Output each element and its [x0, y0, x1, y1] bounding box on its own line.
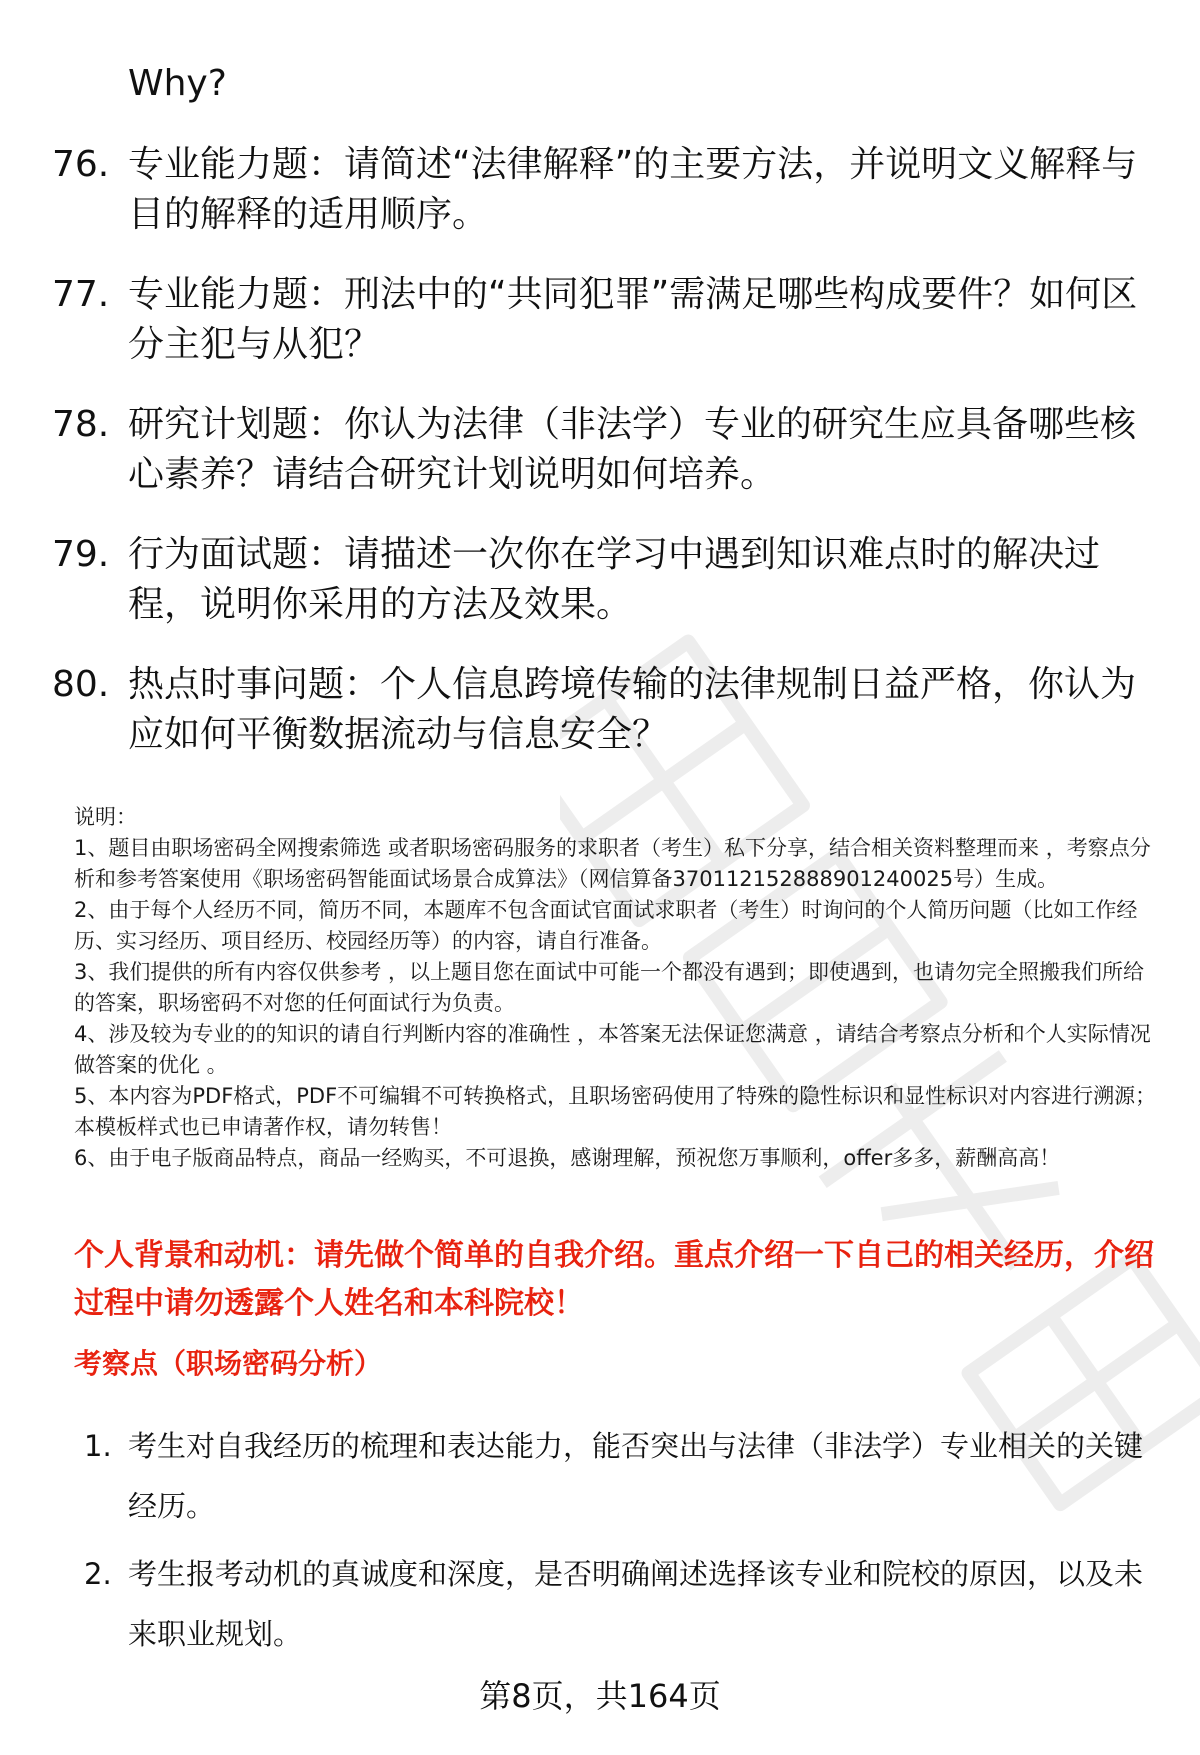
- question-number: 77.: [52, 274, 110, 315]
- question-item: [52, 530, 1152, 630]
- analysis-point: [84, 1416, 1144, 1536]
- note-item: 5、本内容为PDF格式，PDF不可编辑不可转换格式，且职场密码使用了特殊的隐性标识和显性标识对内容进行溯源；本模板样式也已申请著作权，请勿转售！: [74, 1084, 1157, 1139]
- question-number: 80.: [52, 664, 110, 705]
- analysis-point: [84, 1544, 1144, 1664]
- note-item: 2、由于每个人经历不同，简历不同，本题库不包含面试官面试求职者（考生）时询问的个人简历问题（比如工作经历、实习经历、项目经历、校园经历等）的内容，请自行准备。: [74, 898, 1138, 953]
- point-number: 1.: [84, 1429, 112, 1463]
- question-text: 研究计划题：你认为法律（非法学）专业的研究生应具备哪些核心素养？请结合研究计划说明如何培养。: [128, 404, 1137, 495]
- point-text: 考生报考动机的真诚度和深度，是否明确阐述选择该专业和院校的原因，以及未来职业规划。: [128, 1557, 1144, 1651]
- notes-title: 说明：: [74, 805, 137, 829]
- question-item: [52, 270, 1152, 370]
- question-number: 76.: [52, 144, 110, 185]
- point-number: 2.: [84, 1557, 112, 1591]
- question-text: 专业能力题：请简述“法律解释”的主要方法，并说明文义解释与目的解释的适用顺序。: [128, 144, 1138, 235]
- question-text: 行为面试题：请描述一次你在学习中遇到知识难点时的解决过程，说明你采用的方法及效果。: [128, 534, 1101, 625]
- note-item: 4、涉及较为专业的的知识的请自行判断内容的准确性 ，本答案无法保证您满意 ，请结合考察点分析和个人实际情况做答案的优化 。: [74, 1022, 1151, 1077]
- note-item: 1、题目由职场密码全网搜索筛选 或者职场密码服务的求职者（考生）私下分享，结合相关资料整理而来 ，考察点分析和参考答案使用《职场密码智能面试场景合成算法》（网信算备370112152888901240025号）生成。: [74, 836, 1151, 891]
- question-continuation: Why?: [128, 63, 227, 104]
- question-item: [52, 140, 1152, 240]
- analysis-point-list: [84, 1416, 1144, 1672]
- question-number: 78.: [52, 404, 110, 445]
- note-item: 6、由于电子版商品特点，商品一经购买，不可退换，感谢理解，预祝您万事顺利，offer多多，薪酬高高！: [74, 1146, 1061, 1170]
- disclaimer-notes: [74, 802, 1164, 1174]
- question-text: 专业能力题：刑法中的“共同犯罪”需满足哪些构成要件？如何区分主犯与从犯？: [128, 274, 1138, 365]
- note-item: 3、我们提供的所有内容仅供参考 ，以上题目您在面试中可能一个都没有遇到；即使遇到，也请勿完全照搬我们所给的答案，职场密码不对您的任何面试行为负责。: [74, 960, 1145, 1015]
- question-item: [52, 660, 1152, 760]
- question-list: [52, 140, 1152, 790]
- page-number-footer: 第8页，共164页: [479, 1677, 721, 1715]
- question-text: 热点时事问题：个人信息跨境传输的法律规制日益严格，你认为应如何平衡数据流动与信息安全？: [128, 664, 1137, 755]
- question-item: [52, 400, 1152, 500]
- section-subheading: 考察点（职场密码分析）: [74, 1347, 383, 1380]
- section-heading: 个人背景和动机：请先做个简单的自我介绍。重点介绍一下自己的相关经历，介绍过程中请勿透露个人姓名和本科院校！: [74, 1238, 1154, 1321]
- question-number: 79.: [52, 534, 110, 575]
- point-text: 考生对自我经历的梳理和表达能力，能否突出与法律（非法学）专业相关的关键经历。: [128, 1429, 1144, 1523]
